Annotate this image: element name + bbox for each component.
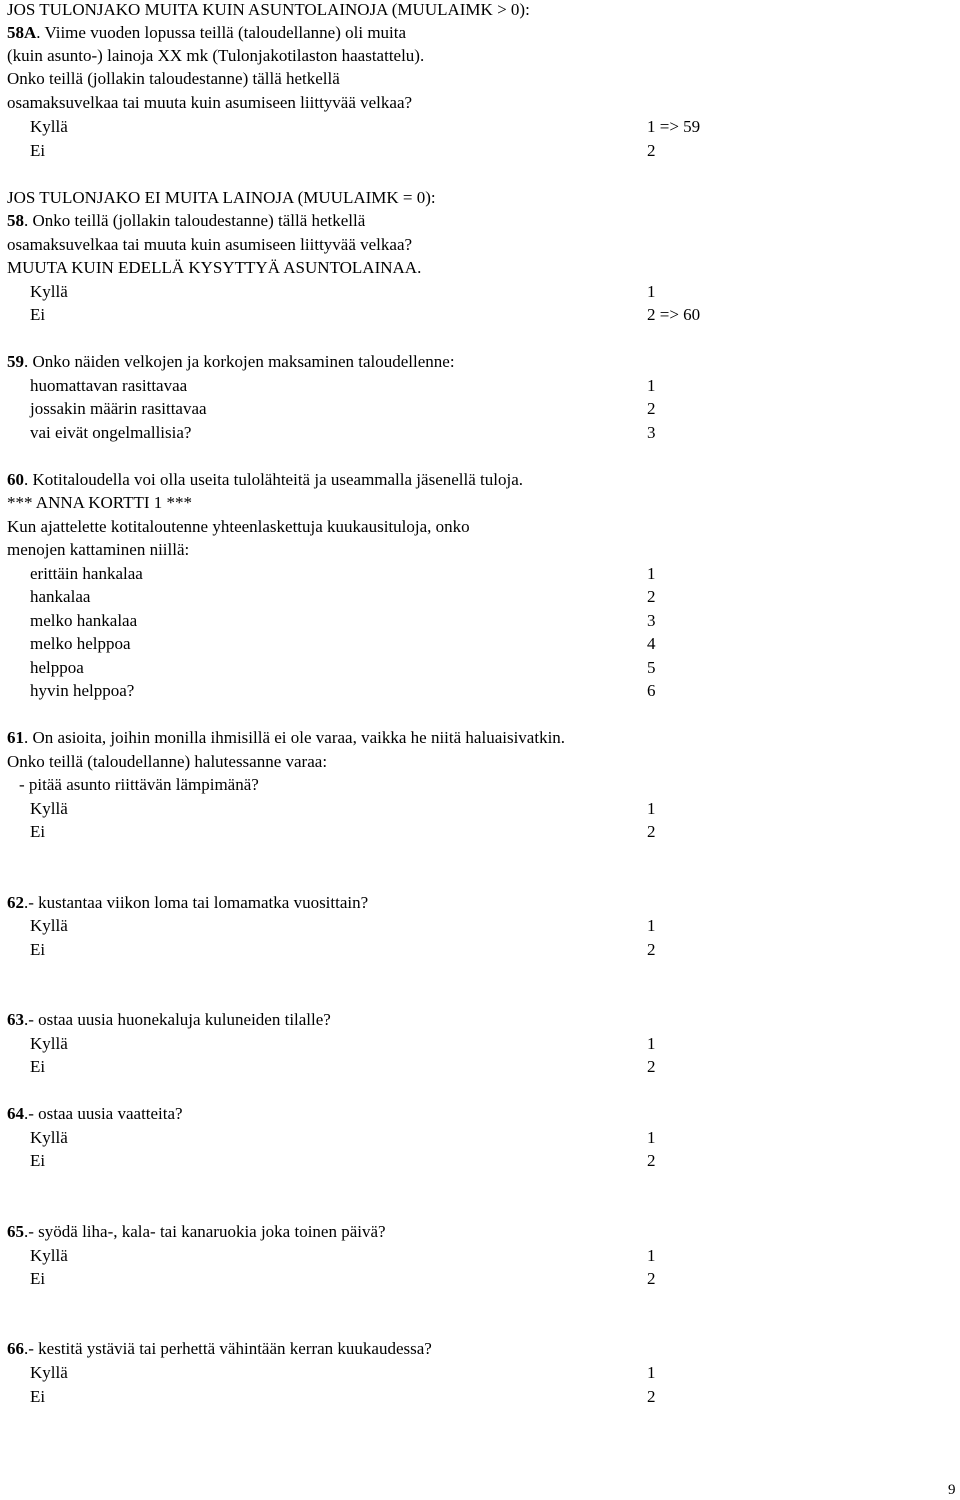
- option-label: hankalaa: [30, 587, 91, 606]
- option-label: Ei: [30, 1151, 46, 1170]
- question-text: 59. Onko näiden velkojen ja korkojen maksaminen taloudellenne:: [7, 352, 455, 371]
- interviewer-instruction: *** ANNA KORTTI 1 ***: [7, 493, 193, 512]
- option-label: Kyllä: [30, 1363, 68, 1382]
- question-text: menojen kattaminen niillä:: [7, 540, 190, 559]
- option-label: hyvin helppoa?: [30, 681, 135, 700]
- option-code: 2: [647, 399, 656, 418]
- option-code: 2: [647, 1387, 656, 1406]
- option-code: 5: [647, 658, 656, 677]
- option-label: helppoa: [30, 658, 84, 677]
- option-label: Kyllä: [30, 916, 68, 935]
- question-text: - pitää asunto riittävän lämpimänä?: [19, 775, 259, 794]
- page-number: 9: [948, 1482, 956, 1498]
- option-code: 2: [647, 940, 656, 959]
- option-code: 2 => 60: [647, 305, 701, 324]
- option-code: 1: [647, 799, 656, 818]
- question-text: osamaksuvelkaa tai muuta kuin asumiseen liittyvää velkaa?: [7, 235, 413, 254]
- option-code: 1: [647, 1363, 656, 1382]
- question-number: 61: [7, 728, 24, 747]
- option-label: Ei: [30, 141, 46, 160]
- question-text: 60. Kotitaloudella voi olla useita tulolähteitä ja useammalla jäsenellä tuloja.: [7, 470, 523, 489]
- question-number: 64: [7, 1104, 24, 1123]
- section-heading: JOS TULONJAKO EI MUITA LAINOJA (MUULAIMK = 0):: [7, 188, 436, 207]
- question-text: 58. Onko teillä (jollakin taloudestanne) tällä hetkellä: [7, 211, 366, 230]
- option-code: 2: [647, 1151, 656, 1170]
- option-label: Kyllä: [30, 282, 68, 301]
- option-label: jossakin määrin rasittavaa: [30, 399, 207, 418]
- question-number: 63: [7, 1010, 24, 1029]
- option-code: 2: [647, 587, 656, 606]
- option-label: erittäin hankalaa: [30, 564, 143, 583]
- question-number: 65: [7, 1222, 24, 1241]
- option-label: Ei: [30, 822, 46, 841]
- question-number: 60: [7, 470, 24, 489]
- option-code: 3: [647, 423, 656, 442]
- option-code: 1 => 59: [647, 117, 701, 136]
- document-page: [7, 0, 947, 1500]
- question-text: 64.- ostaa uusia vaatteita?: [7, 1104, 183, 1123]
- option-label: vai eivät ongelmallisia?: [30, 423, 192, 442]
- question-text: 58A. Viime vuoden lopussa teillä (taloudellanne) oli muita: [7, 23, 407, 42]
- option-code: 2: [647, 1269, 656, 1288]
- option-code: 1: [647, 282, 656, 301]
- question-text: 62.- kustantaa viikon loma tai lomamatka vuosittain?: [7, 893, 369, 912]
- option-label: Kyllä: [30, 1128, 68, 1147]
- question-text: 61. On asioita, joihin monilla ihmisillä ei ole varaa, vaikka he niitä haluaisivatkin.: [7, 728, 566, 747]
- question-text: Onko teillä (jollakin taloudestanne) tällä hetkellä: [7, 69, 340, 88]
- option-code: 4: [647, 634, 656, 653]
- option-code: 1: [647, 916, 656, 935]
- option-label: Kyllä: [30, 799, 68, 818]
- question-text: 65.- syödä liha-, kala- tai kanaruokia joka toinen päivä?: [7, 1222, 386, 1241]
- option-code: 3: [647, 611, 656, 630]
- option-label: Ei: [30, 305, 46, 324]
- question-text: osamaksuvelkaa tai muuta kuin asumiseen liittyvää velkaa?: [7, 93, 413, 112]
- option-code: 2: [647, 1057, 656, 1076]
- option-label: Kyllä: [30, 1246, 68, 1265]
- option-code: 2: [647, 141, 656, 160]
- option-code: 1: [647, 1034, 656, 1053]
- option-label: melko hankalaa: [30, 611, 138, 630]
- option-label: Ei: [30, 1387, 46, 1406]
- option-code: 1: [647, 564, 656, 583]
- option-label: melko helppoa: [30, 634, 131, 653]
- option-label: Kyllä: [30, 1034, 68, 1053]
- question-text: MUUTA KUIN EDELLÄ KYSYTTYÄ ASUNTOLAINAA.: [7, 258, 422, 277]
- option-code: 1: [647, 1246, 656, 1265]
- option-code: 2: [647, 822, 656, 841]
- section-heading: JOS TULONJAKO MUITA KUIN ASUNTOLAINOJA (MUULAIMK > 0):: [7, 0, 530, 19]
- question-number: 66: [7, 1339, 24, 1358]
- question-text: (kuin asunto-) lainoja XX mk (Tulonjakotilaston haastattelu).: [7, 46, 425, 65]
- question-number: 58: [7, 211, 24, 230]
- question-text: Onko teillä (taloudellanne) halutessanne varaa:: [7, 752, 328, 771]
- option-label: huomattavan rasittavaa: [30, 376, 188, 395]
- option-label: Kyllä: [30, 117, 68, 136]
- option-label: Ei: [30, 1057, 46, 1076]
- question-number: 62: [7, 893, 24, 912]
- question-text: Kun ajattelette kotitaloutenne yhteenlaskettuja kuukausituloja, onko: [7, 517, 470, 536]
- option-code: 1: [647, 376, 656, 395]
- question-number: 59: [7, 352, 24, 371]
- question-number: 58A: [7, 23, 37, 42]
- question-text: 66.- kestitä ystäviä tai perhettä vähintään kerran kuukaudessa?: [7, 1339, 432, 1358]
- option-code: 1: [647, 1128, 656, 1147]
- question-text: 63.- ostaa uusia huonekaluja kuluneiden tilalle?: [7, 1010, 331, 1029]
- option-label: Ei: [30, 1269, 46, 1288]
- option-label: Ei: [30, 940, 46, 959]
- option-code: 6: [647, 681, 656, 700]
